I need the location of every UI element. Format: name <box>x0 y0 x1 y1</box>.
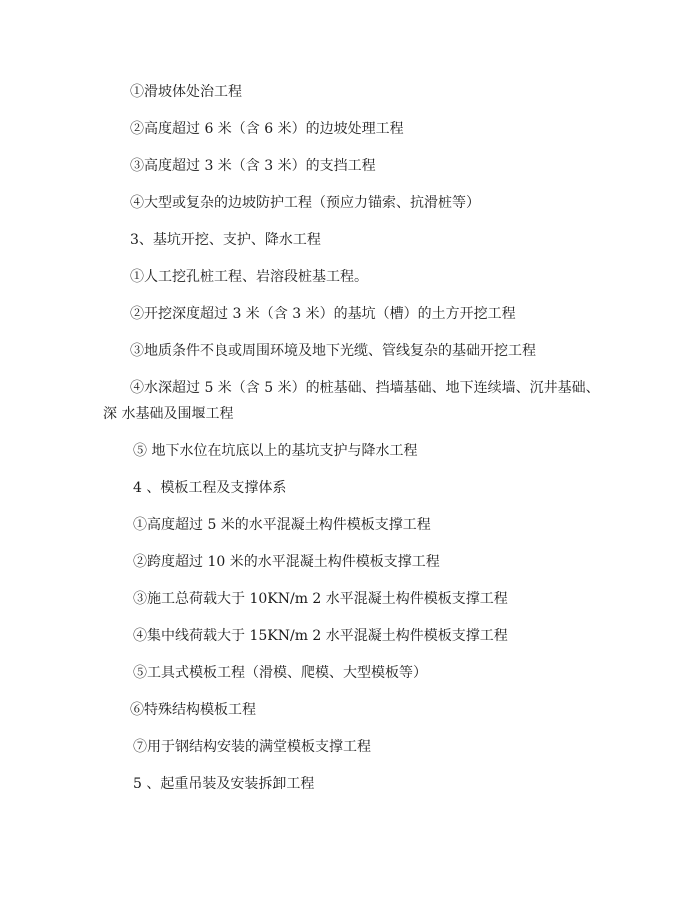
text-line: ⑤工具式模板工程（滑模、爬模、大型模板等） <box>133 665 427 681</box>
text-line: ③地质条件不良或周围环境及地下光缆、管线复杂的基础开挖工程 <box>130 343 536 359</box>
section-heading: 4 、模板工程及支撑体系 <box>133 480 287 496</box>
text-line: ⑤ 地下水位在坑底以上的基坑支护与降水工程 <box>133 443 418 459</box>
text-line: ①滑坡体处治工程 <box>130 84 242 100</box>
text-line: ①高度超过 5 米的水平混凝土构件模板支撑工程 <box>133 517 431 533</box>
section-heading: 3、基坑开挖、支护、降水工程 <box>130 232 321 248</box>
text-line: ③高度超过 3 米（含 3 米）的支挡工程 <box>130 158 376 174</box>
section-heading: 5 、起重吊装及安装拆卸工程 <box>133 776 315 792</box>
text-line: 深 水基础及围堰工程 <box>103 406 234 422</box>
text-line: ②高度超过 6 米（含 6 米）的边坡处理工程 <box>130 121 404 137</box>
text-line: ⑦用于钢结构安装的满堂模板支撑工程 <box>133 739 371 755</box>
text-line: ①人工挖孔桩工程、岩溶段桩基工程。 <box>130 269 368 285</box>
text-line: ④集中线荷载大于 15KN/m 2 水平混凝土构件模板支撑工程 <box>133 628 508 644</box>
text-line: ④水深超过 5 米（含 5 米）的桩基础、挡墙基础、地下连续墙、沉井基础、 <box>130 380 600 396</box>
text-line: ⑥特殊结构模板工程 <box>130 702 256 718</box>
text-line: ②跨度超过 10 米的水平混凝土构件模板支撑工程 <box>133 554 440 570</box>
text-line: ②开挖深度超过 3 米（含 3 米）的基坑（槽）的土方开挖工程 <box>130 306 516 322</box>
text-line: ③施工总荷载大于 10KN/m 2 水平混凝土构件模板支撑工程 <box>133 591 508 607</box>
text-line: ④大型或复杂的边坡防护工程（预应力锚索、抗滑桩等） <box>130 195 480 211</box>
